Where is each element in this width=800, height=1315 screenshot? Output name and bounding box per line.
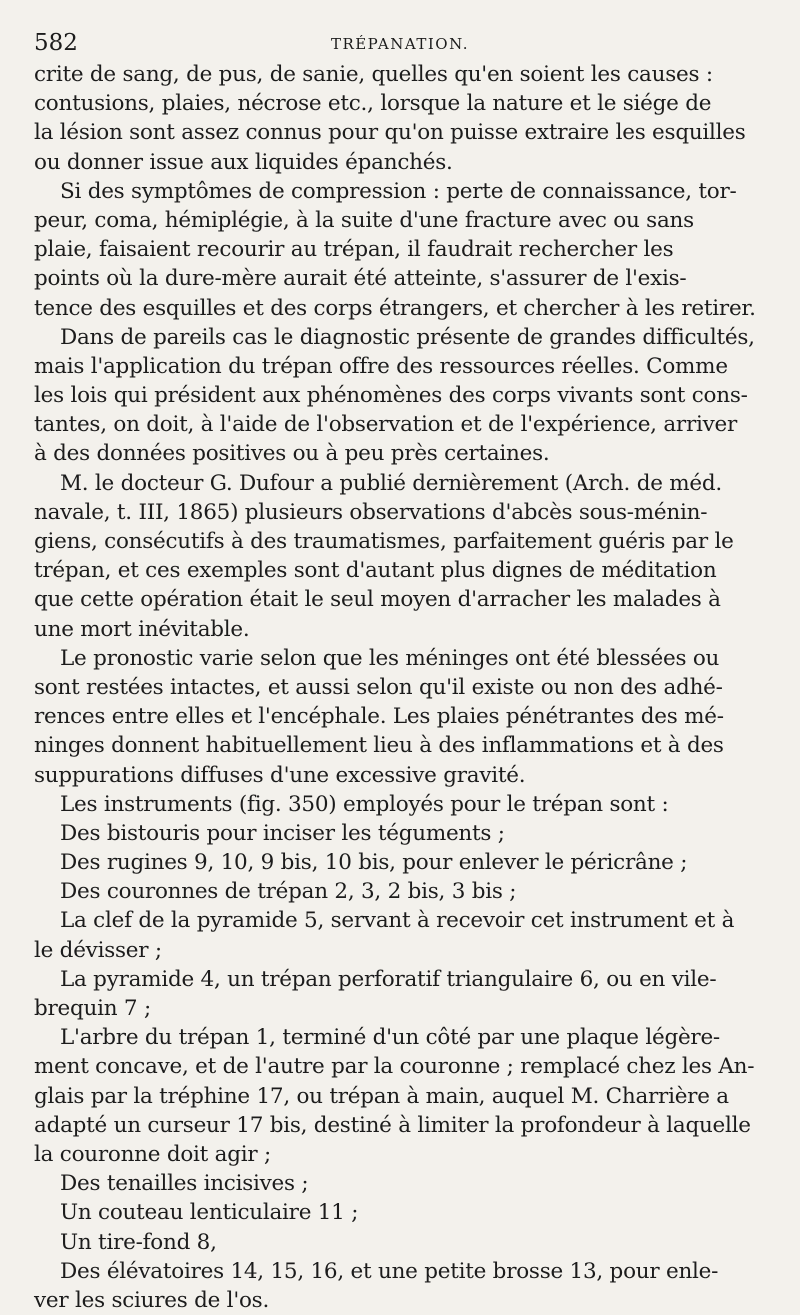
text-line: brequin 7 ; [34, 996, 151, 1021]
text-line: points où la dure-mère aurait été atteinte, s'assurer de l'exis- [34, 266, 687, 292]
text-line: les lois qui président aux phénomènes des corps vivants sont cons- [34, 383, 748, 409]
text-line: Des couronnes de trépan 2, 3, 2 bis, 3 bis ; [60, 879, 517, 905]
text-line: une mort inévitable. [34, 616, 250, 642]
running-title: TRÉPANATION. [330, 35, 470, 53]
text-line: Des élévatoires 14, 15, 16, et une petite brosse 13, pour enle- [60, 1258, 719, 1284]
text-line: Des rugines 9, 10, 9 bis, 10 bis, pour enlever le péricrâne ; [60, 850, 688, 876]
body-text [34, 60, 756, 1315]
text-line: à des données positives ou à peu près certaines. [34, 441, 550, 467]
text-line: peur, coma, hémiplégie, à la suite d'une fracture avec ou sans [34, 207, 694, 233]
text-line: tence des esquilles et des corps étrangers, et chercher à les retirer. [34, 295, 756, 321]
text-line: Les instruments (fig. 350) employés pour le trépan sont : [60, 791, 669, 817]
text-line: giens, consécutifs à des traumatismes, parfaitement guéris par le [34, 529, 734, 554]
text-line: Des tenailles incisives ; [60, 1171, 309, 1197]
text-line: contusions, plaies, nécrose etc., lorsque la nature et le siége de [34, 91, 712, 117]
text-line: ou donner issue aux liquides épanchés. [34, 149, 453, 175]
text-line: rences entre elles et l'encéphale. Les plaies pénétrantes des mé- [34, 704, 724, 730]
text-line: adapté un curseur 17 bis, destiné à limiter la profondeur à laquelle [34, 1112, 751, 1138]
text-line: Si des symptômes de compression : perte de connaissance, tor- [60, 178, 737, 204]
text-line: plaie, faisaient recourir au trépan, il faudrait rechercher les [34, 237, 674, 263]
text-line: le dévisser ; [34, 937, 162, 963]
text-line: La pyramide 4, un trépan perforatif triangulaire 6, ou en vile- [60, 966, 717, 992]
text-line: sont restées intactes, et aussi selon qu'il existe ou non des adhé- [34, 674, 723, 700]
text-line: Un tire-fond 8, [60, 1229, 217, 1255]
text-line: La clef de la pyramide 5, servant à recevoir cet instrument et à [60, 908, 735, 934]
text-line: ment concave, et de l'autre par la couronne ; remplacé chez les An- [34, 1054, 755, 1080]
text-line: Des bistouris pour inciser les téguments ; [60, 820, 505, 846]
text-line: crite de sang, de pus, de sanie, quelles qu'en soient les causes : [34, 62, 713, 87]
page-number: 582 [34, 30, 78, 56]
text-line: glais par la tréphine 17, ou trépan à main, auquel M. Charrière a [34, 1083, 729, 1109]
text-line: ver les sciures de l'os. [34, 1287, 270, 1313]
text-line: Le pronostic varie selon que les méninges ont été blessées ou [60, 645, 720, 671]
text-line: Dans de pareils cas le diagnostic présente de grandes difficultés, [60, 324, 755, 350]
text-line: tantes, on doit, à l'aide de l'observation et de l'expérience, arriver [34, 412, 737, 438]
text-line: mais l'application du trépan offre des ressources réelles. Comme [34, 353, 728, 379]
text-line: la couronne doit agir ; [34, 1141, 271, 1167]
text-line: ninges donnent habituellement lieu à des inflammations et à des [34, 733, 724, 759]
text-line: la lésion sont assez connus pour qu'on puisse extraire les esquilles [34, 120, 746, 146]
text-line: navale, t. III, 1865) plusieurs observations d'abcès sous-ménin- [34, 499, 708, 525]
text-line: L'arbre du trépan 1, terminé d'un côté par une plaque légère- [60, 1025, 720, 1051]
text-line: trépan, et ces exemples sont d'autant plus dignes de méditation [34, 558, 717, 584]
text-line: suppurations diffuses d'une excessive gravité. [34, 762, 526, 788]
text-line: Un couteau lenticulaire 11 ; [60, 1200, 359, 1226]
text-line: M. le docteur G. Dufour a publié dernièrement (Arch. de méd. [60, 470, 722, 496]
page-header [34, 30, 766, 60]
text-line: que cette opération était le seul moyen d'arracher les malades à [34, 587, 721, 613]
